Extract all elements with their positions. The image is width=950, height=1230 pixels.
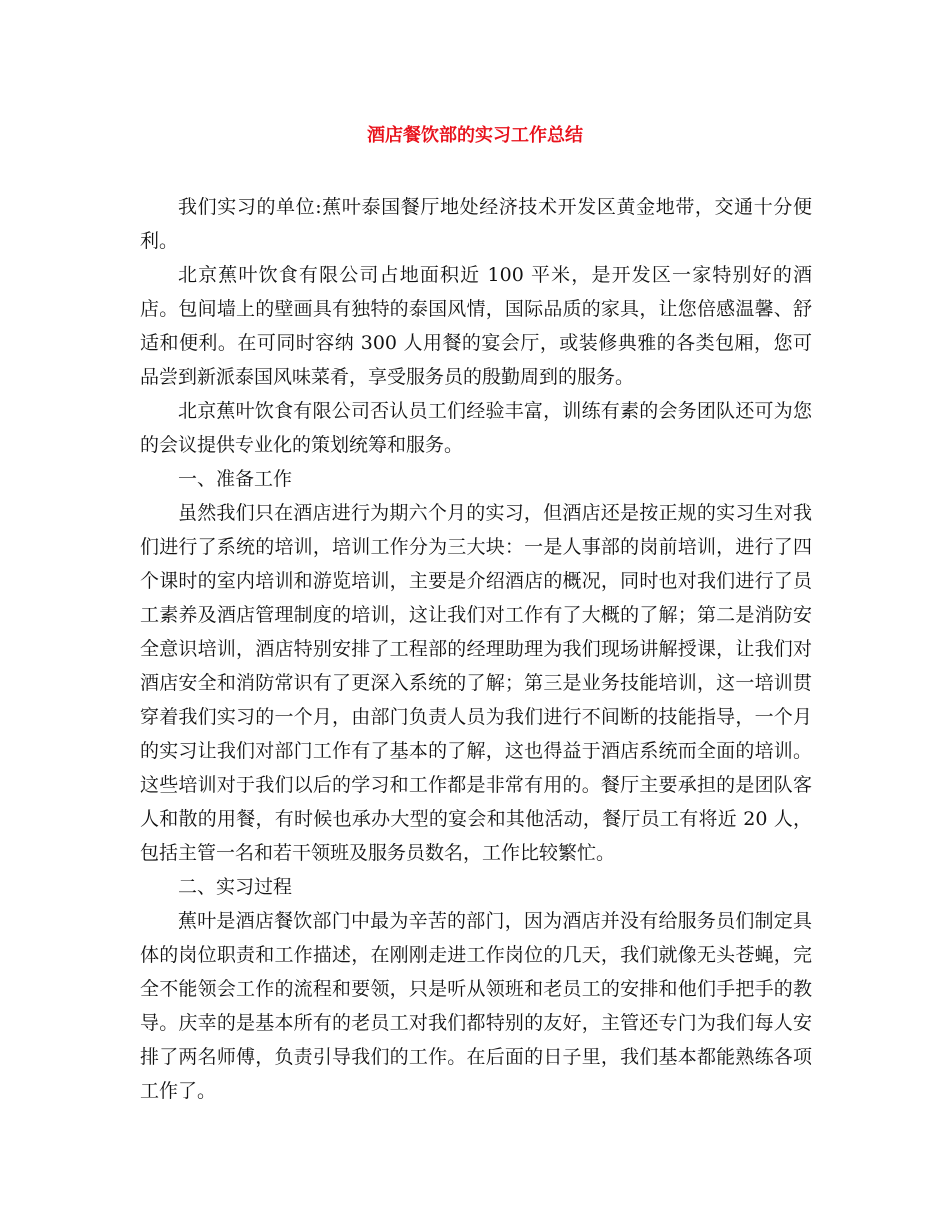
- section-heading-preparation: 一、准备工作: [178, 468, 293, 490]
- paragraph-process: 蕉叶是酒店餐饮部门中最为辛苦的部门，因为酒店并没有给服务员们制定具体的岗位职责和工作描述，在刚刚走进工作岗位的几天，我们就像无头苍蝇，完全不能领会工作的流程和要领，只是听从领班和老员工的安排和他们手把手的教导。庆幸的是基本所有的老员工对我们都特别的友好，主管还专门为我们每人安排了两名师傅，负责引导我们的工作。在后面的日子里，我们基本都能熟练各项工作了。: [140, 910, 812, 1102]
- paragraph-company-intro: 北京蕉叶饮食有限公司占地面积近 100 平米，是开发区一家特别好的酒店。包间墙上的壁画具有独特的泰国风情，国际品质的家具，让您倍感温馨、舒适和便利。在可同时容纳 300 人用餐的宴会厅，或装修典雅的各类包厢，您可品尝到新派泰国风味菜肴，享受服务员的殷勤周到的服务。: [140, 264, 812, 388]
- paragraph-location: 我们实习的单位:蕉叶泰国餐厅地处经济技术开发区黄金地带，交通十分便利。: [140, 196, 812, 252]
- paragraph-training: 虽然我们只在酒店进行为期六个月的实习，但酒店还是按正规的实习生对我们进行了系统的培训，培训工作分为三大块：一是人事部的岗前培训，进行了四个课时的室内培训和游览培训，主要是介绍酒店的概况，同时也对我们进行了员工素养及酒店管理制度的培训，这让我们对工作有了大概的了解；第二是消防安全意识培训，酒店特别安排了工程部的经理助理为我们现场讲解授课，让我们对酒店安全和消防常识有了更深入系统的了解；第三是业务技能培训，这一培训贯穿着我们实习的一个月，由部门负责人员为我们进行不间断的技能指导，一个月的实习让我们对部门工作有了基本的了解，这也得益于酒店系统而全面的培训。这些培训对于我们以后的学习和工作都是非常有用的。餐厅主要承担的是团队客人和散的用餐，有时候也承办大型的宴会和其他活动，餐厅员工有将近 20 人，包括主管一名和若干领班及服务员数名，工作比较繁忙。: [140, 502, 812, 864]
- paragraph-team: 北京蕉叶饮食有限公司否认员工们经验丰富，训练有素的会务团队还可为您的会议提供专业化的策划统筹和服务。: [140, 400, 812, 456]
- document-body: [140, 190, 812, 1108]
- section-heading-process: 二、实习过程: [178, 876, 293, 898]
- document-title: 酒店餐饮部的实习工作总结: [367, 125, 583, 146]
